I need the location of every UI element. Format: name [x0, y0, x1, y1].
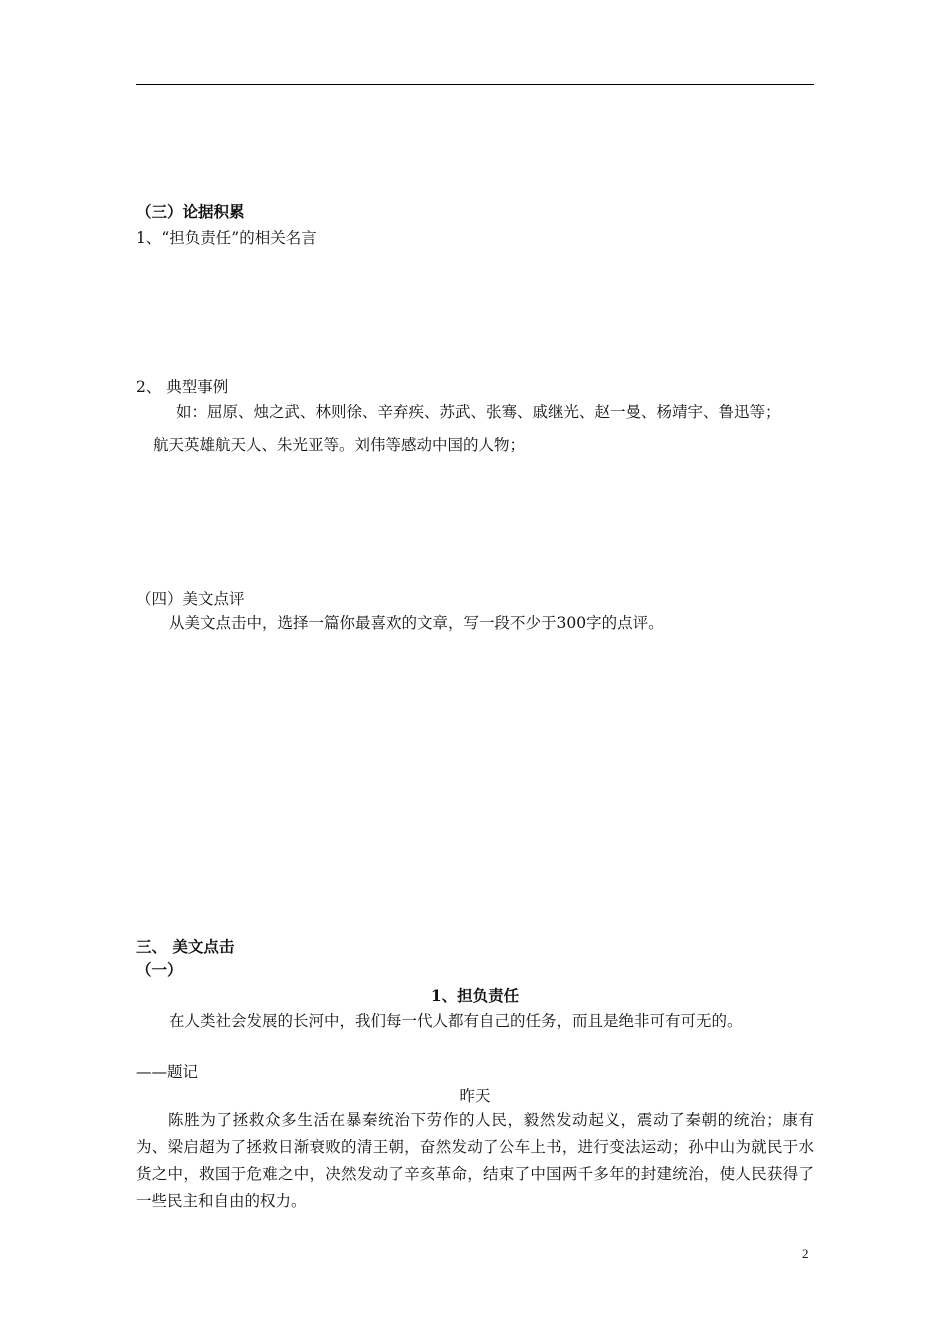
item2-examples-line2: 航天英雄航天人、朱光亚等。刘伟等感动中国的人物； [153, 436, 526, 454]
page-number: 2 [802, 1246, 809, 1261]
article-paragraph: 陈胜为了拯救众多生活在暴秦统治下劳作的人民，毅然发动起义，震动了秦朝的统治；康有为、梁启超为了拯救日渐衰败的清王朝，奋然发动了公车上书，进行变法运动；孙中山为就民于水货之中，救国于危难之中，决然发动了辛亥革命，结束了中国两千多年的封建统治，使人民获得了一些民主和自由的权力。 [136, 1111, 814, 1210]
item1-quotes-label: 1、“担负责任”的相关名言 [136, 229, 317, 247]
part3-subheading: （一） [136, 960, 183, 979]
header-rule [136, 84, 814, 85]
part3-heading: 三、 美文点击 [136, 937, 235, 956]
article-title: 1、担负责任 [430, 986, 520, 1005]
article-signature: ——题记 [136, 1063, 199, 1081]
article-subtitle: 昨天 [459, 1087, 491, 1105]
section3-heading: （三）论据积累 [136, 202, 245, 221]
section4-heading: （四）美文点评 [136, 590, 245, 608]
item2-examples-label: 2、 典型事例 [136, 378, 229, 396]
section4-instruction: 从美文点击中，选择一篇你最喜欢的文章，写一段不少于300字的点评。 [169, 614, 664, 632]
item2-examples-line1: 如：屈原、烛之武、林则徐、辛弃疾、苏武、张骞、戚继光、赵一曼、杨靖宇、鲁迅等； [176, 403, 781, 421]
article-intro: 在人类社会发展的长河中，我们每一代人都有自己的任务，而且是绝非可有可无的。 [169, 1012, 743, 1030]
